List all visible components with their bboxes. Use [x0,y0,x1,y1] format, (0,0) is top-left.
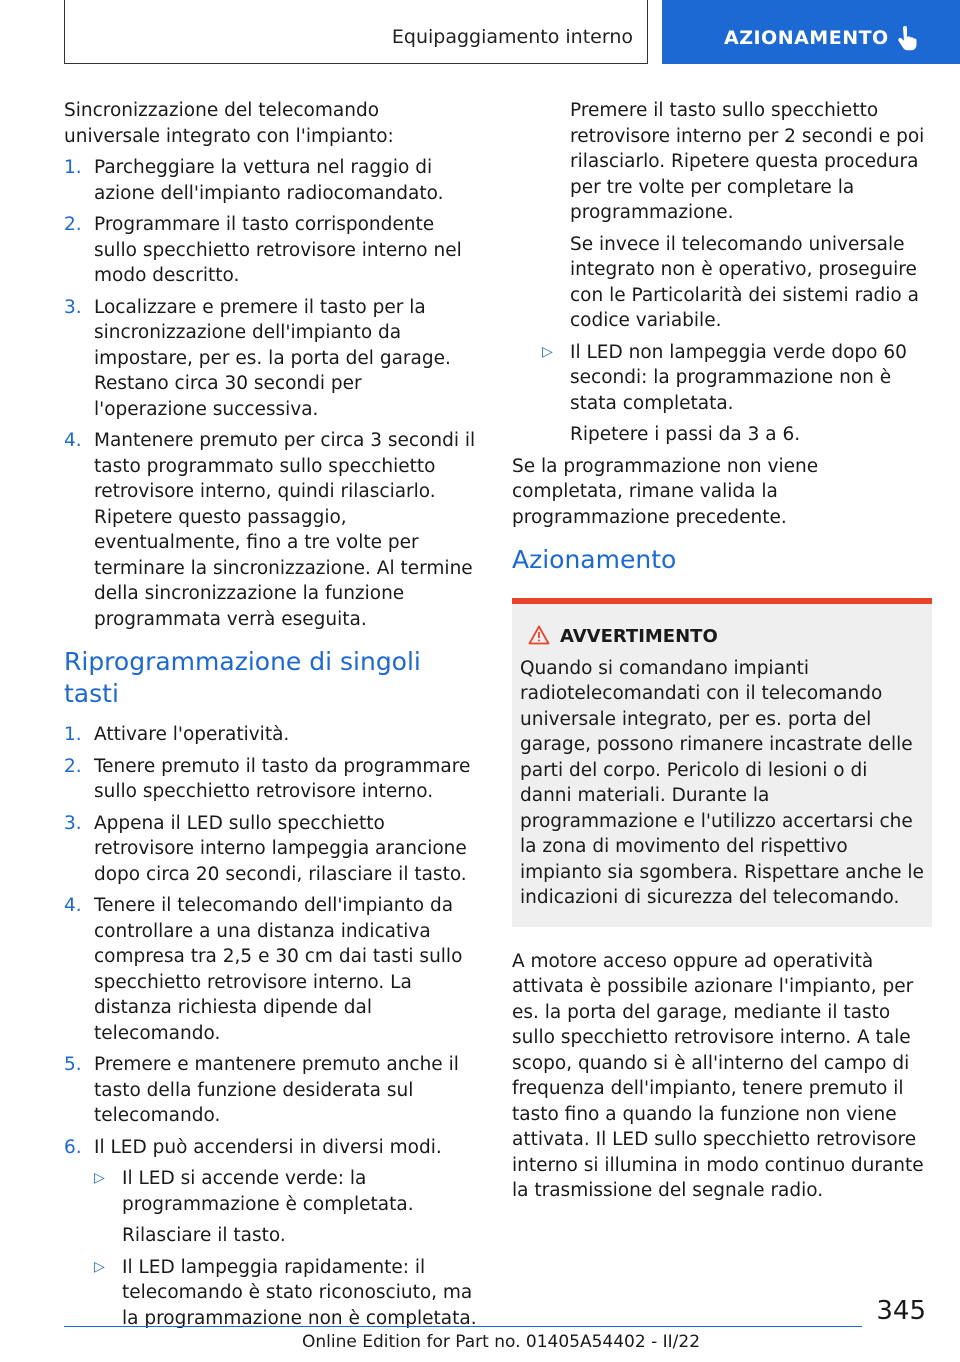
left-column [64,98,480,1337]
sub-list-item: ▷ Il LED non lampeggia verde dopo 60 secondi: la programmazione non è stata completata. [542,341,907,414]
list-item: 2. Tenere premuto il tasto da programmare sullo specchietto retrovisore interno. [64,755,471,802]
footer-divider [64,1326,862,1327]
paragraph: A motore acceso oppure ad operatività attivata è possibile azionare l'impianto, per es. la porta del garage, mediante il tasto sullo specchietto retrovisore interno. A tale scopo, quando si è all'interno del campo di frequenza dell'impianto, tenere premuto il tasto fino a quando la funzione non viene attivata. Il LED sullo specchietto retrovisore interno si illumina in modo continuo durante la trasmissione del segnale radio. [512,950,924,1201]
list-item: 3. Appena il LED sullo specchietto retrovisore interno lampeggia arancione dopo circa 20 secondi, rilasciare il tasto. [64,812,467,885]
list-item: 3. Localizzare e premere il tasto per la sincronizzazione dell'impianto da impostare, per es. la porta del garage. Restano circa 30 secondi per l'operazione successiva. [64,296,451,420]
triangle-bullet-icon: ▷ [94,1170,105,1186]
sub-list-item: ▷ Il LED si accende verde: la programmazione è completata. [94,1168,414,1215]
header-chapter-tab[interactable] [662,0,960,64]
intro-text: Sincronizzazione del telecomando universale integrato con l'impianto: [64,100,394,147]
section-heading-riprogrammazione: Riprogrammazione di singoli tasti [64,647,421,708]
list-item: 1. Attivare l'operatività. [64,724,290,745]
paragraph: Se la programmazione non viene completata, rimane valida la programmazione precedente. [512,455,819,528]
list-item: 4. Mantenere premuto per circa 3 secondi il tasto programmato sullo specchietto retrovisore interno, quindi rilasciarlo. Ripetere questo passaggio, eventualmente, fino a tre volte per terminare la sincronizzazione. Al termine della sincronizzazione la funzione programmata verrà eseguita. [64,430,476,630]
triangle-bullet-icon: ▷ [542,343,553,360]
list-item: 2. Programmare il tasto corrispondente sullo specchietto retrovisore interno nel modo descritto. [64,214,462,286]
triangle-bullet-icon: ▷ [94,1258,105,1275]
warning-header [520,624,924,650]
list-item: 1. Parcheggiare la vettura nel raggio di azione dell'impianto radiocomandato. [64,157,444,204]
hand-pointer-icon [896,26,918,52]
header-section-title: Equipaggiamento interno [391,26,633,48]
footer-edition: Online Edition for Part no. 01405A54402 - II/22 [302,1332,701,1352]
list-item: 5. Premere e mantenere premuto anche il tasto della funzione desiderata sul telecomando. [64,1054,459,1126]
right-column [512,98,932,1210]
warning-box [512,598,932,927]
section-heading-azionamento: Azionamento [512,545,677,574]
list-item: 6. Il LED può accendersi in diversi modi. [64,1136,442,1158]
warning-text: Quando si comandano impianti radiotelecomandati con il telecomando universale integrato, per es. porta del garage, possono rimanere incastrate delle parti del corpo. Pericolo di lesioni o di danni materiali. Durante la programmazione e l'utilizzo accertarsi che la zona di movimento del rispettivo impianto sia sgombera. Rispettare anche le indicazioni di sicurezza del telecomando. [520,657,924,908]
header-section-box [64,0,648,64]
page-number: 345 [876,1296,926,1326]
header-chapter-title: AZIONAMENTO [724,27,889,49]
sub-list-continuation: Ripetere i passi da 3 a 6. [570,424,801,445]
list-item: 4. Tenere il telecomando dell'impianto da controllare a una distanza indicativa compresa tra 2,5 e 30 cm dai tasti sullo specchietto retrovisore interno. La distanza richiesta dipende dal telecomando. [64,895,463,1044]
sub-list-continuation: Rilasciare il tasto. [122,1225,286,1246]
warning-triangle-icon [528,625,550,645]
warning-title: AVVERTIMENTO [560,626,718,647]
sub-list-continuation: Se invece il telecomando universale integrato non è operativo, proseguire con le Particolarità dei sistemi radio a codice variabile. [570,233,919,331]
sub-list-item: ▷ Il LED lampeggia rapidamente: il telecomando è stato riconosciuto, ma la programmazione non è completata. [94,1256,477,1329]
sub-list-continuation: Premere il tasto sullo specchietto retrovisore interno per 2 secondi e poi rilasciarlo. Ripetere questa procedura per tre volte per completare la programmazione. [570,100,925,223]
